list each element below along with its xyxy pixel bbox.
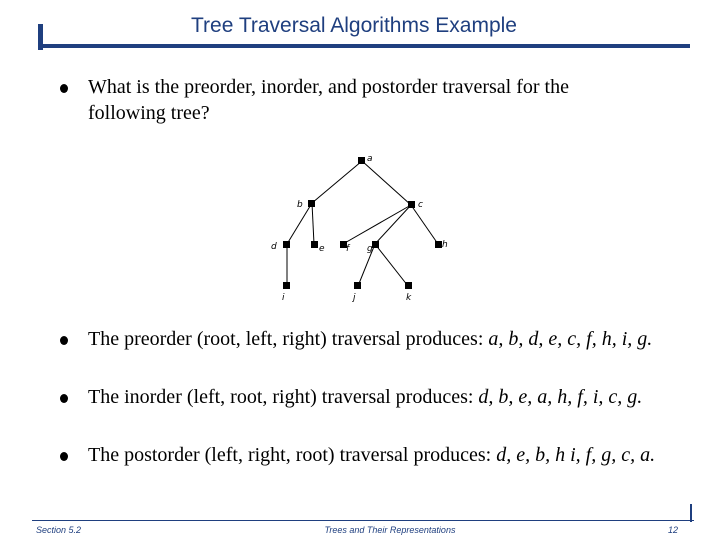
tree-label-h: h — [442, 240, 448, 250]
bullet-icon — [60, 84, 68, 93]
tree-diagram — [250, 150, 480, 310]
preorder-prefix: The preorder (root, left, right) traversal produces: — [88, 328, 489, 350]
tree-label-g: g — [367, 244, 373, 254]
postorder-text — [88, 442, 678, 468]
slide-title: Tree Traversal Algorithms Example — [190, 14, 517, 37]
tree-node-d — [283, 241, 290, 248]
bullet-icon — [60, 452, 68, 461]
tree-label-e: e — [319, 244, 325, 254]
page-number: 12 — [668, 525, 679, 535]
tree-node-a — [358, 157, 365, 164]
tree-label-a: a — [367, 154, 373, 164]
tree-node-h — [435, 241, 442, 248]
tree-node-g — [372, 241, 379, 248]
question-text: What is the preorder, inorder, and postorder traversal for the following tree? — [88, 76, 569, 124]
footer-rule — [32, 520, 694, 521]
tree-node-k — [405, 282, 412, 289]
tree-label-j: j — [353, 293, 356, 303]
tree-label-k: k — [406, 293, 412, 303]
tree-label-d: d — [271, 242, 277, 252]
tree-label-b: b — [297, 200, 303, 210]
postorder-prefix: The postorder (left, right, root) traversal produces: — [88, 444, 497, 466]
bullet-icon — [60, 336, 68, 345]
tree-node-j — [354, 282, 361, 289]
postorder-sequence: d, e, b, h i, f, g, c, a. — [496, 444, 656, 466]
tree-node-b — [308, 200, 315, 207]
preorder-sequence: a, b, d, e, c, f, h, i, g. — [488, 328, 653, 350]
tree-label-i: i — [282, 293, 285, 303]
inorder-sequence: d, b, e, a, h, f, i, c, g. — [478, 386, 643, 408]
tree-node-c — [408, 201, 415, 208]
bullet-icon — [60, 394, 68, 403]
tree-label-c: c — [418, 200, 423, 210]
inorder-text — [88, 384, 678, 410]
inorder-prefix: The inorder (left, root, right) traversal produces: — [88, 386, 479, 408]
tree-node-e — [311, 241, 318, 248]
tree-label-f: f — [346, 244, 350, 254]
tree-node-i — [283, 282, 290, 289]
footer-section: Section 5.2 — [36, 525, 82, 535]
preorder-text — [88, 326, 678, 352]
footer-topic: Trees and Their Representations — [324, 525, 456, 535]
title-underline — [42, 44, 690, 48]
